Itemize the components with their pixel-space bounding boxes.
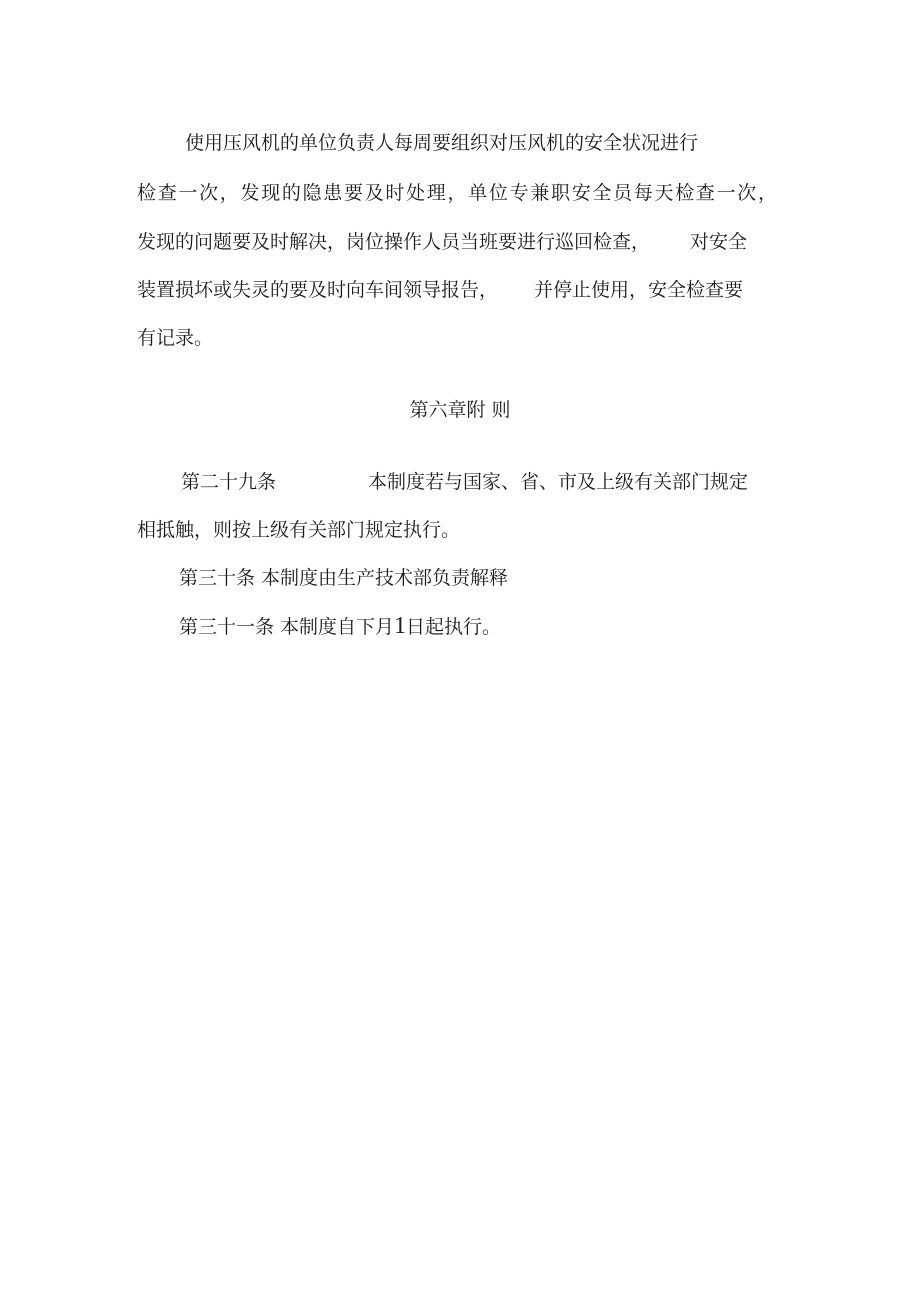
article31-text-b: 日起执行。 — [406, 616, 502, 638]
chapter-title: 第六章附 则 — [409, 399, 511, 421]
article30: 第三十条 本制度由生产技术部负责解释 — [179, 567, 509, 589]
paragraph1-line4 — [137, 278, 743, 302]
paragraph1-line2: 检查一次，发现的隐患要及时处理，单位专兼职安全员每天检查一次， — [137, 182, 777, 204]
article29-text-line1: 本制度若与国家、省、市及上级有关部门规定 — [368, 471, 749, 493]
paragraph1-line1: 使用压风机的单位负责人每周要组织对压风机的安全状况进行 — [185, 132, 699, 154]
paragraph1-line3-part-a: 发现的问题要及时解决，岗位操作人员当班要进行巡回检查， — [137, 231, 651, 253]
paragraph1-line4-part-a: 装置损坏或失灵的要及时向车间领导报告， — [137, 279, 499, 301]
article31-number: 1 — [394, 613, 407, 639]
article31-text-a: 第三十一条 本制度自下月 — [179, 616, 395, 638]
article29-label: 第二十九条 — [181, 471, 277, 493]
paragraph1-line3 — [137, 230, 747, 254]
article29-line2: 相抵触，则按上级有关部门规定执行。 — [137, 519, 461, 541]
article31 — [179, 614, 501, 639]
paragraph1-line5: 有记录。 — [137, 327, 214, 349]
article29-line1 — [181, 470, 748, 494]
paragraph1-line4-part-b: 并停止使用，安全检查要 — [534, 279, 744, 301]
paragraph1-line3-part-b: 对安全 — [690, 231, 748, 253]
